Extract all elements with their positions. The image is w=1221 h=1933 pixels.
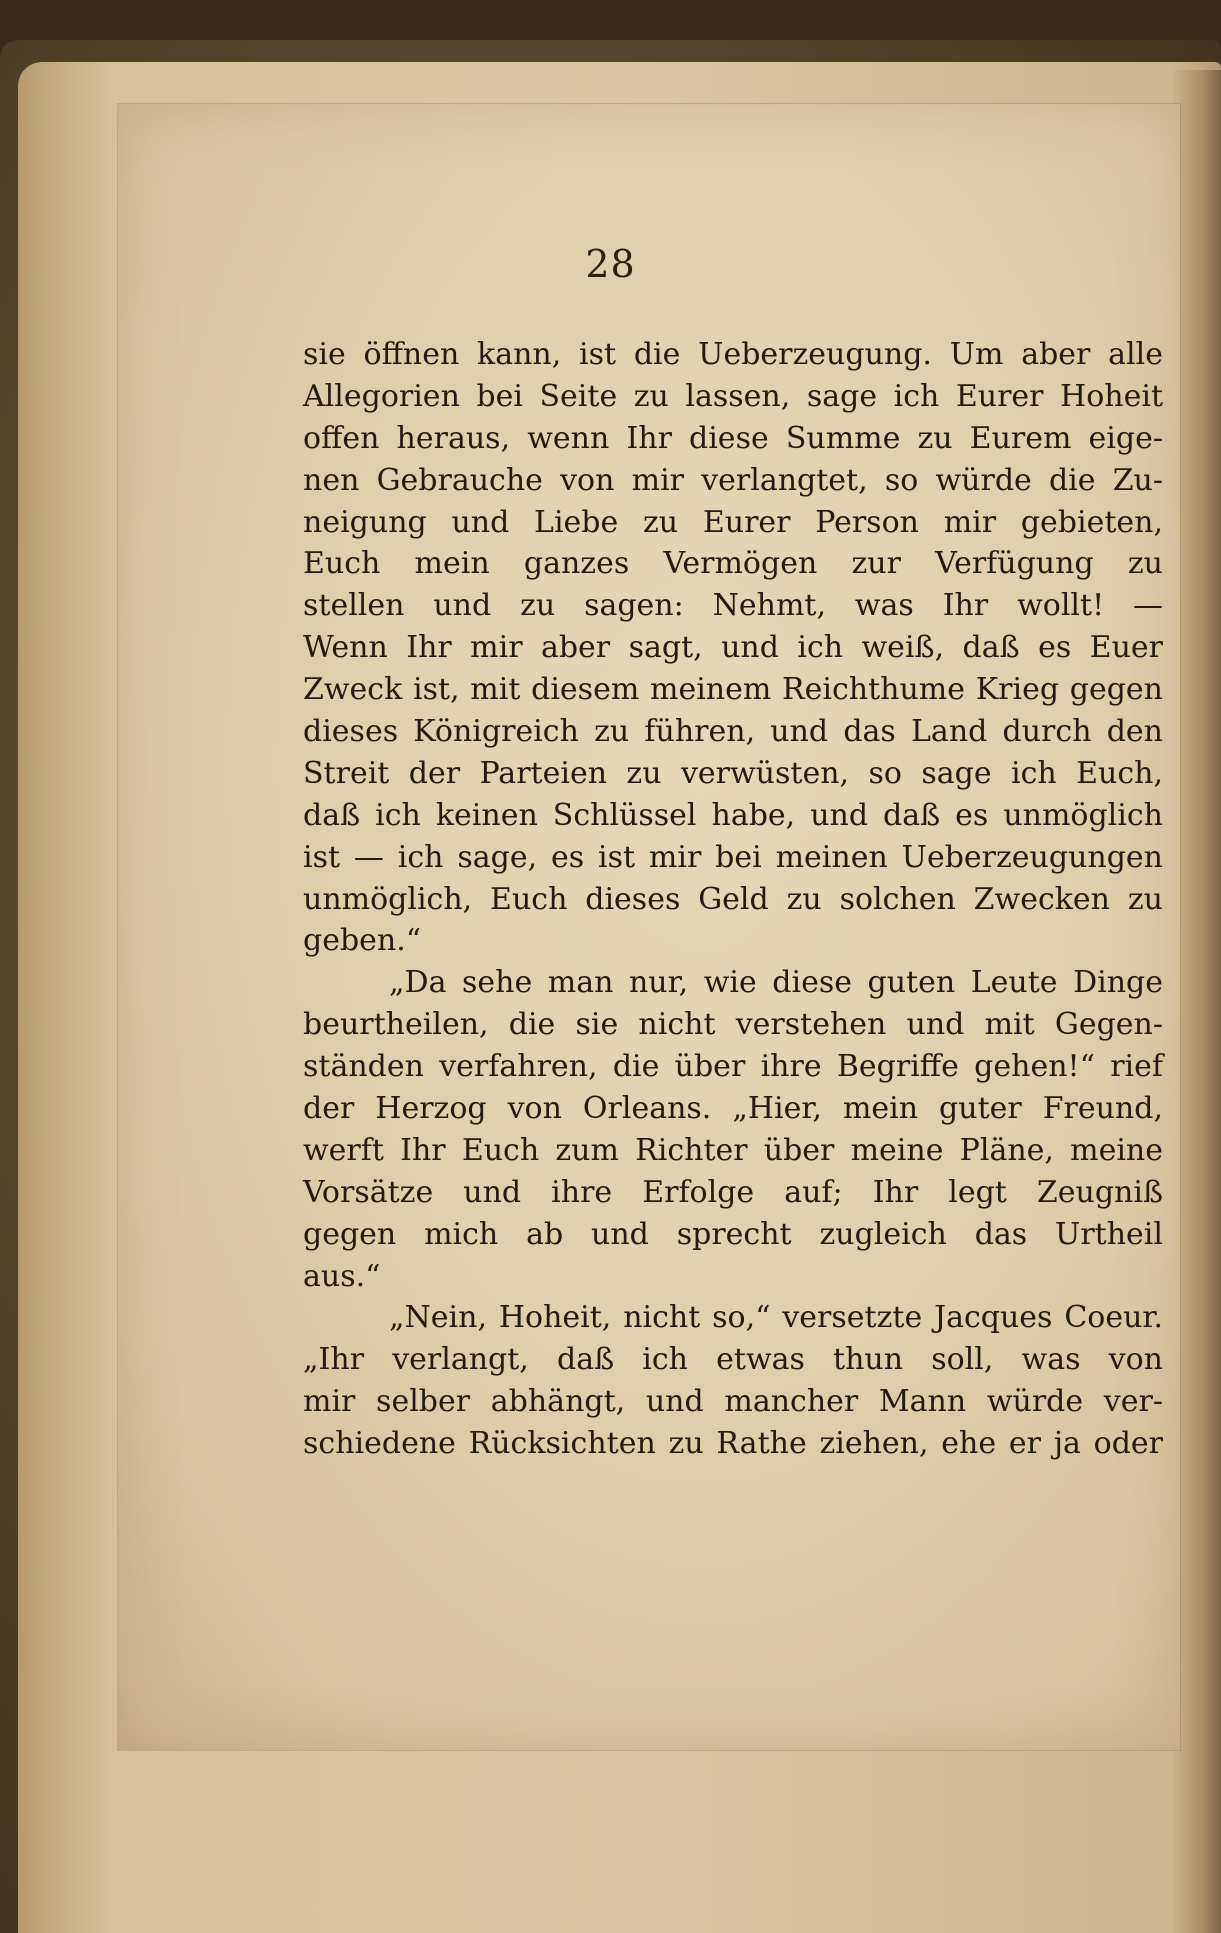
text-line: daß ich keinen Schlüssel habe, und daß es unmöglich <box>303 797 1163 833</box>
text-line: Vorsätze und ihre Erfolge auf; Ihr legt Zeugniß <box>303 1174 1163 1210</box>
text-line: „Nein, Hoheit, nicht so,“ versetzte Jacques Coeur. <box>389 1300 1163 1336</box>
text-line: „Ihr verlangt, daß ich etwas thun soll, was von <box>303 1342 1163 1378</box>
text-line: ist — ich sage, es ist mir bei meinen Ueberzeugungen <box>303 839 1163 875</box>
text-line: neigung und Liebe zu Eurer Person mir gebieten, <box>303 504 1163 540</box>
text-line: dieses Königreich zu führen, und das Land durch den <box>303 714 1163 750</box>
text-line: Euch mein ganzes Vermögen zur Verfügung zu <box>303 546 1163 582</box>
text-line: geben.“ <box>303 923 422 959</box>
text-line: gegen mich ab und sprecht zugleich das Urtheil <box>303 1216 1163 1252</box>
text-line: Allegorien bei Seite zu lassen, sage ich Eurer Hoheit <box>303 378 1163 414</box>
text-line: der Herzog von Orleans. „Hier, mein guter Freund, <box>303 1091 1163 1127</box>
text-line: ständen verfahren, die über ihre Begriffe gehen!“ rief <box>303 1049 1163 1085</box>
text-line: unmöglich, Euch dieses Geld zu solchen Zwecken zu <box>303 881 1163 917</box>
text-line: offen heraus, wenn Ihr diese Summe zu Eurem eige- <box>303 420 1163 456</box>
text-line: nen Gebrauche von mir verlangtet, so würde die Zu- <box>303 462 1163 498</box>
text-line: Wenn Ihr mir aber sagt, und ich weiß, daß es Euer <box>303 630 1163 666</box>
text-line: mir selber abhängt, und mancher Mann würde ver- <box>303 1384 1163 1420</box>
text-line: schiedene Rücksichten zu Rathe ziehen, ehe er ja oder <box>303 1426 1163 1462</box>
text-line: „Da sehe man nur, wie diese guten Leute Dinge <box>389 965 1163 1001</box>
text-line: sie öffnen kann, ist die Ueberzeugung. Um aber alle <box>303 337 1163 372</box>
text-line: werft Ihr Euch zum Richter über meine Pläne, meine <box>303 1132 1163 1168</box>
page-number: 28 <box>585 242 636 286</box>
text-line: Streit der Parteien zu verwüsten, so sage ich Euch, <box>303 755 1163 791</box>
book-spine-edge <box>1173 70 1221 1933</box>
text-line: beurtheilen, die sie nicht verstehen und mit Gegen- <box>303 1007 1163 1043</box>
body-text <box>303 334 1163 1465</box>
text-line: stellen und zu sagen: Nehmt, was Ihr wollt! — <box>303 588 1163 624</box>
text-line: aus.“ <box>303 1258 381 1294</box>
text-line: Zweck ist, mit diesem meinem Reichthume Krieg gegen <box>303 672 1163 708</box>
